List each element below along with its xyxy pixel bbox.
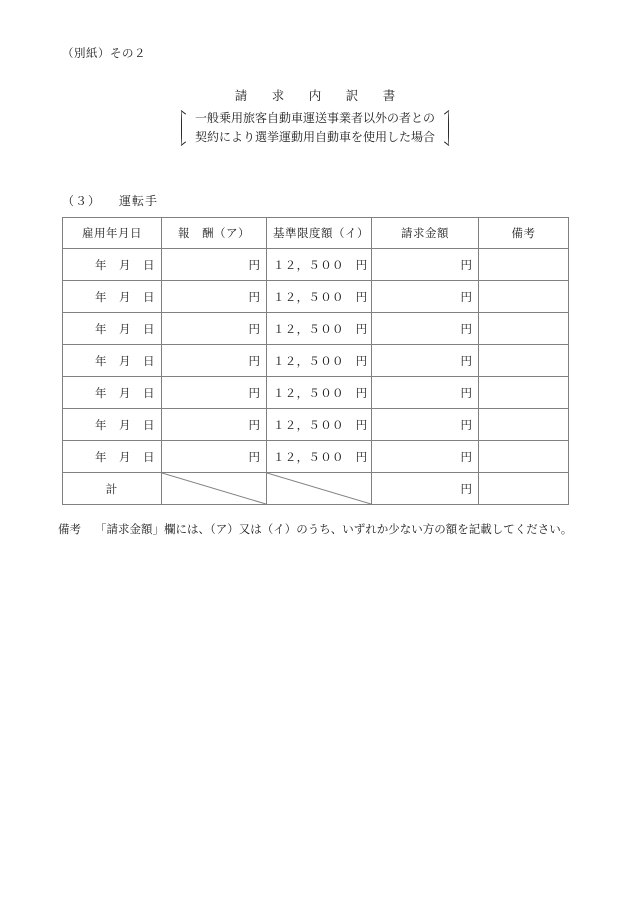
cell-employment-date[interactable]: 年 月 日: [63, 281, 162, 313]
section-name: 運転手: [119, 194, 159, 208]
column-header-standard-limit: 基準限度額（イ）: [267, 218, 372, 249]
cell-remarks[interactable]: [479, 377, 569, 409]
cell-standard-limit: １２，５００ 円: [267, 313, 372, 345]
cell-remarks[interactable]: [479, 281, 569, 313]
section-heading: [62, 192, 158, 209]
cell-employment-date[interactable]: 年 月 日: [63, 377, 162, 409]
page-title: 請 求 内 訳 書: [234, 89, 402, 103]
cell-total-label: 計: [63, 473, 162, 505]
cell-standard-limit: １２，５００ 円: [267, 249, 372, 281]
cell-remarks[interactable]: [479, 313, 569, 345]
cell-reward[interactable]: 円: [162, 345, 267, 377]
cell-reward[interactable]: 円: [162, 441, 267, 473]
cell-reward[interactable]: 円: [162, 377, 267, 409]
subtitle-line-1: 一般乗用旅客自動車運送事業者以外の者との: [194, 111, 435, 125]
cell-employment-date[interactable]: 年 月 日: [63, 441, 162, 473]
cell-claim-amount[interactable]: 円: [372, 409, 479, 441]
table-row: [63, 345, 569, 377]
table-row: [63, 313, 569, 345]
cell-remarks[interactable]: [479, 441, 569, 473]
cell-employment-date[interactable]: 年 月 日: [63, 345, 162, 377]
cell-reward-struck: [162, 473, 267, 505]
cell-claim-amount[interactable]: 円: [372, 345, 479, 377]
table-total-row: [63, 473, 569, 505]
column-header-remarks: 備考: [479, 218, 569, 249]
table-header-row: [63, 218, 569, 249]
footnote-label: 備考: [58, 524, 81, 536]
cell-total-claim-amount[interactable]: 円: [372, 473, 479, 505]
cell-claim-amount[interactable]: 円: [372, 441, 479, 473]
subtitle-line-2: 契約により選挙運動用自動車を使用した場合: [194, 130, 435, 144]
diagonal-strike-icon: [267, 473, 371, 504]
table-row: [63, 249, 569, 281]
cell-standard-limit: １２，５００ 円: [267, 345, 372, 377]
right-bracket-icon: [440, 108, 453, 148]
cell-employment-date[interactable]: 年 月 日: [63, 313, 162, 345]
cell-claim-amount[interactable]: 円: [372, 281, 479, 313]
cell-claim-amount[interactable]: 円: [372, 249, 479, 281]
column-header-employment-date: 雇用年月日: [63, 218, 162, 249]
column-header-claim-amount: 請求金額: [372, 218, 479, 249]
cell-employment-date[interactable]: 年 月 日: [63, 409, 162, 441]
cell-total-remarks[interactable]: [479, 473, 569, 505]
table-row: [63, 281, 569, 313]
subtitle-bracket-group: [177, 108, 453, 148]
attachment-label: （別紙）その２: [62, 48, 146, 60]
table-row: [63, 409, 569, 441]
section-number: （３）: [62, 194, 102, 208]
table-row: [63, 441, 569, 473]
diagonal-strike-icon: [162, 473, 266, 504]
cell-reward[interactable]: 円: [162, 313, 267, 345]
cell-employment-date[interactable]: 年 月 日: [63, 249, 162, 281]
footnote-text: 「請求金額」欄には、（ア）又は（イ）のうち、いずれか少ない方の額を記載してください。: [95, 524, 573, 536]
claim-breakdown-table: [62, 217, 569, 505]
cell-remarks[interactable]: [479, 345, 569, 377]
cell-remarks[interactable]: [479, 409, 569, 441]
cell-standard-limit-struck: [267, 473, 372, 505]
cell-remarks[interactable]: [479, 249, 569, 281]
subtitle-lines: [190, 108, 440, 148]
table-row: [63, 377, 569, 409]
footnote: [58, 521, 572, 537]
cell-standard-limit: １２，５００ 円: [267, 409, 372, 441]
cell-standard-limit: １２，５００ 円: [267, 377, 372, 409]
cell-claim-amount[interactable]: 円: [372, 313, 479, 345]
cell-claim-amount[interactable]: 円: [372, 377, 479, 409]
title-block: [0, 86, 630, 153]
cell-standard-limit: １２，５００ 円: [267, 441, 372, 473]
cell-reward[interactable]: 円: [162, 409, 267, 441]
cell-reward[interactable]: 円: [162, 281, 267, 313]
left-bracket-icon: [177, 108, 190, 148]
cell-reward[interactable]: 円: [162, 249, 267, 281]
column-header-reward: 報 酬（ア）: [162, 218, 267, 249]
cell-standard-limit: １２，５００ 円: [267, 281, 372, 313]
